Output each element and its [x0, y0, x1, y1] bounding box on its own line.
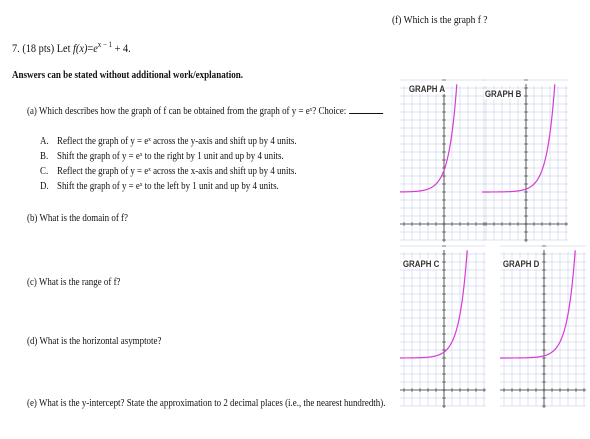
choice-item[interactable]	[40, 134, 297, 149]
question-e: (e) What is the y-intercept? State the approximation to 2 decimal places (i.e., the nearest hundredth).	[27, 398, 386, 409]
answer-blank[interactable]	[349, 105, 383, 114]
choice-letter: D.	[40, 181, 49, 192]
instructions-note: Answers can be stated without additional work/explanation.	[12, 70, 244, 81]
graph-d-plot	[498, 244, 588, 414]
choice-text: Shift the graph of y = eˣ to the right by 1 unit and up by 4 units.	[57, 151, 284, 162]
graph-a-label: GRAPH A	[408, 84, 446, 94]
choice-item[interactable]	[40, 149, 297, 164]
choice-text: Reflect the graph of y = eˣ across the y-axis and shift up by 4 units.	[57, 136, 297, 147]
choice-letter: C.	[40, 166, 49, 177]
graph-c-label: GRAPH C	[402, 259, 440, 269]
graph-a-plot	[398, 78, 488, 248]
choice-letter: B.	[40, 151, 49, 162]
problem-statement: 7. (18 pts) Let $f(x)=e^{x - 1} + 4$.	[12, 40, 131, 55]
choice-item[interactable]	[40, 179, 297, 194]
graph-b-plot	[480, 78, 570, 248]
graph-c-plot	[398, 244, 488, 414]
graph-b[interactable]	[480, 78, 570, 248]
graph-c[interactable]	[398, 244, 488, 414]
choice-text: Reflect the graph of y = eˣ across the x-axis and shift up by 4 units.	[57, 166, 297, 177]
graph-d[interactable]	[498, 244, 588, 414]
graph-b-label: GRAPH B	[484, 89, 522, 99]
graph-a[interactable]	[398, 78, 488, 248]
question-c: (c) What is the range of f?	[27, 277, 121, 288]
graph-d-label: GRAPH D	[502, 259, 540, 269]
question-f: (f) Which is the graph f ?	[392, 14, 488, 26]
question-a: (a) Which describes how the graph of f can be obtained from the graph of y = eˣ? Choice:	[27, 105, 383, 117]
choice-item[interactable]	[40, 164, 297, 179]
choice-list	[40, 134, 297, 194]
question-b: (b) What is the domain of f?	[27, 213, 128, 224]
question-d: (d) What is the horizontal asymptote?	[27, 336, 162, 347]
choice-letter: A.	[40, 136, 49, 147]
choice-text: Shift the graph of y = eˣ to the left by 1 unit and up by 4 units.	[57, 181, 279, 192]
